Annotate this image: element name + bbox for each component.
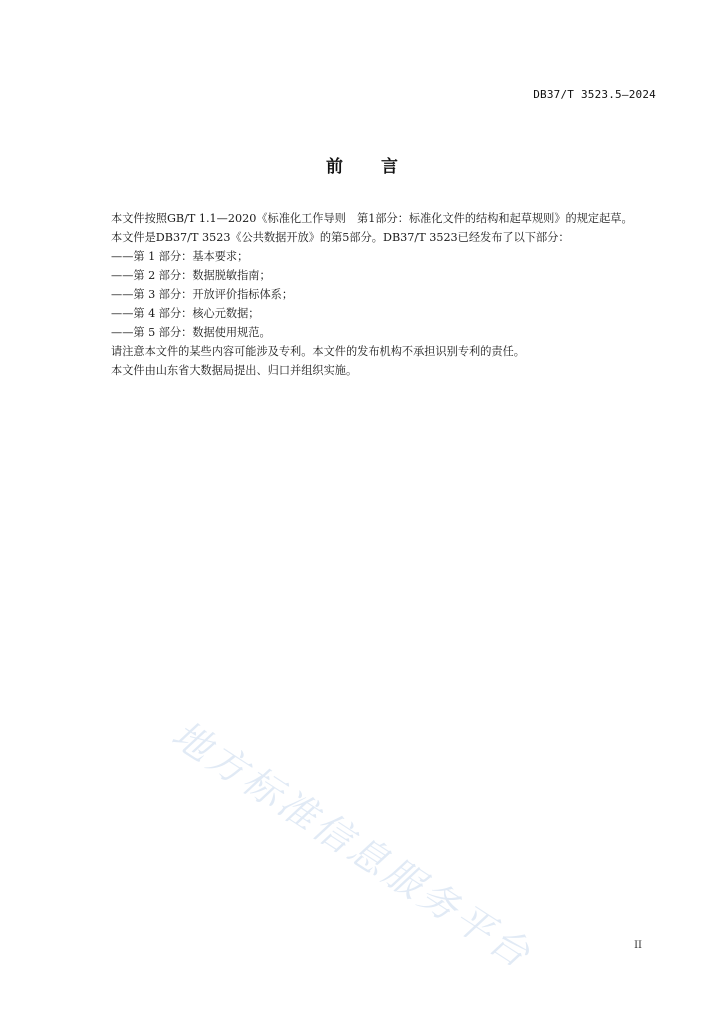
foreword-body	[87, 209, 657, 380]
paragraph-proposer: 本文件由山东省大数据局提出、归口并组织实施。	[111, 364, 358, 377]
page-number: II	[634, 940, 642, 951]
paragraph-series-intro: 本文件是DB37/T 3523《公共数据开放》的第5部分。DB37/T 3523已经发布了以下部分：	[111, 231, 570, 244]
list-item-part-1: ——第 1 部分：基本要求；	[111, 250, 249, 263]
watermark-text: 地方标准信息服务平台	[164, 711, 541, 978]
list-item-part-4: ——第 4 部分：核心元数据；	[111, 307, 260, 320]
paragraph-patent-notice: 请注意本文件的某些内容可能涉及专利。本文件的发布机构不承担识别专利的责任。	[111, 345, 525, 358]
list-item-part-3: ——第 3 部分：开放评价指标体系；	[111, 288, 294, 301]
list-item-part-5: ——第 5 部分：数据使用规范。	[111, 326, 271, 339]
list-item-part-2: ——第 2 部分：数据脱敏指南；	[111, 269, 271, 282]
paragraph-drafting-rules: 本文件按照GB/T 1.1—2020《标准化工作导则 第1部分：标准化文件的结构和起草规则》的规定起草。	[111, 212, 633, 225]
document-code: DB37/T 3523.5—2024	[533, 88, 656, 101]
page-title: 前言	[326, 157, 436, 177]
